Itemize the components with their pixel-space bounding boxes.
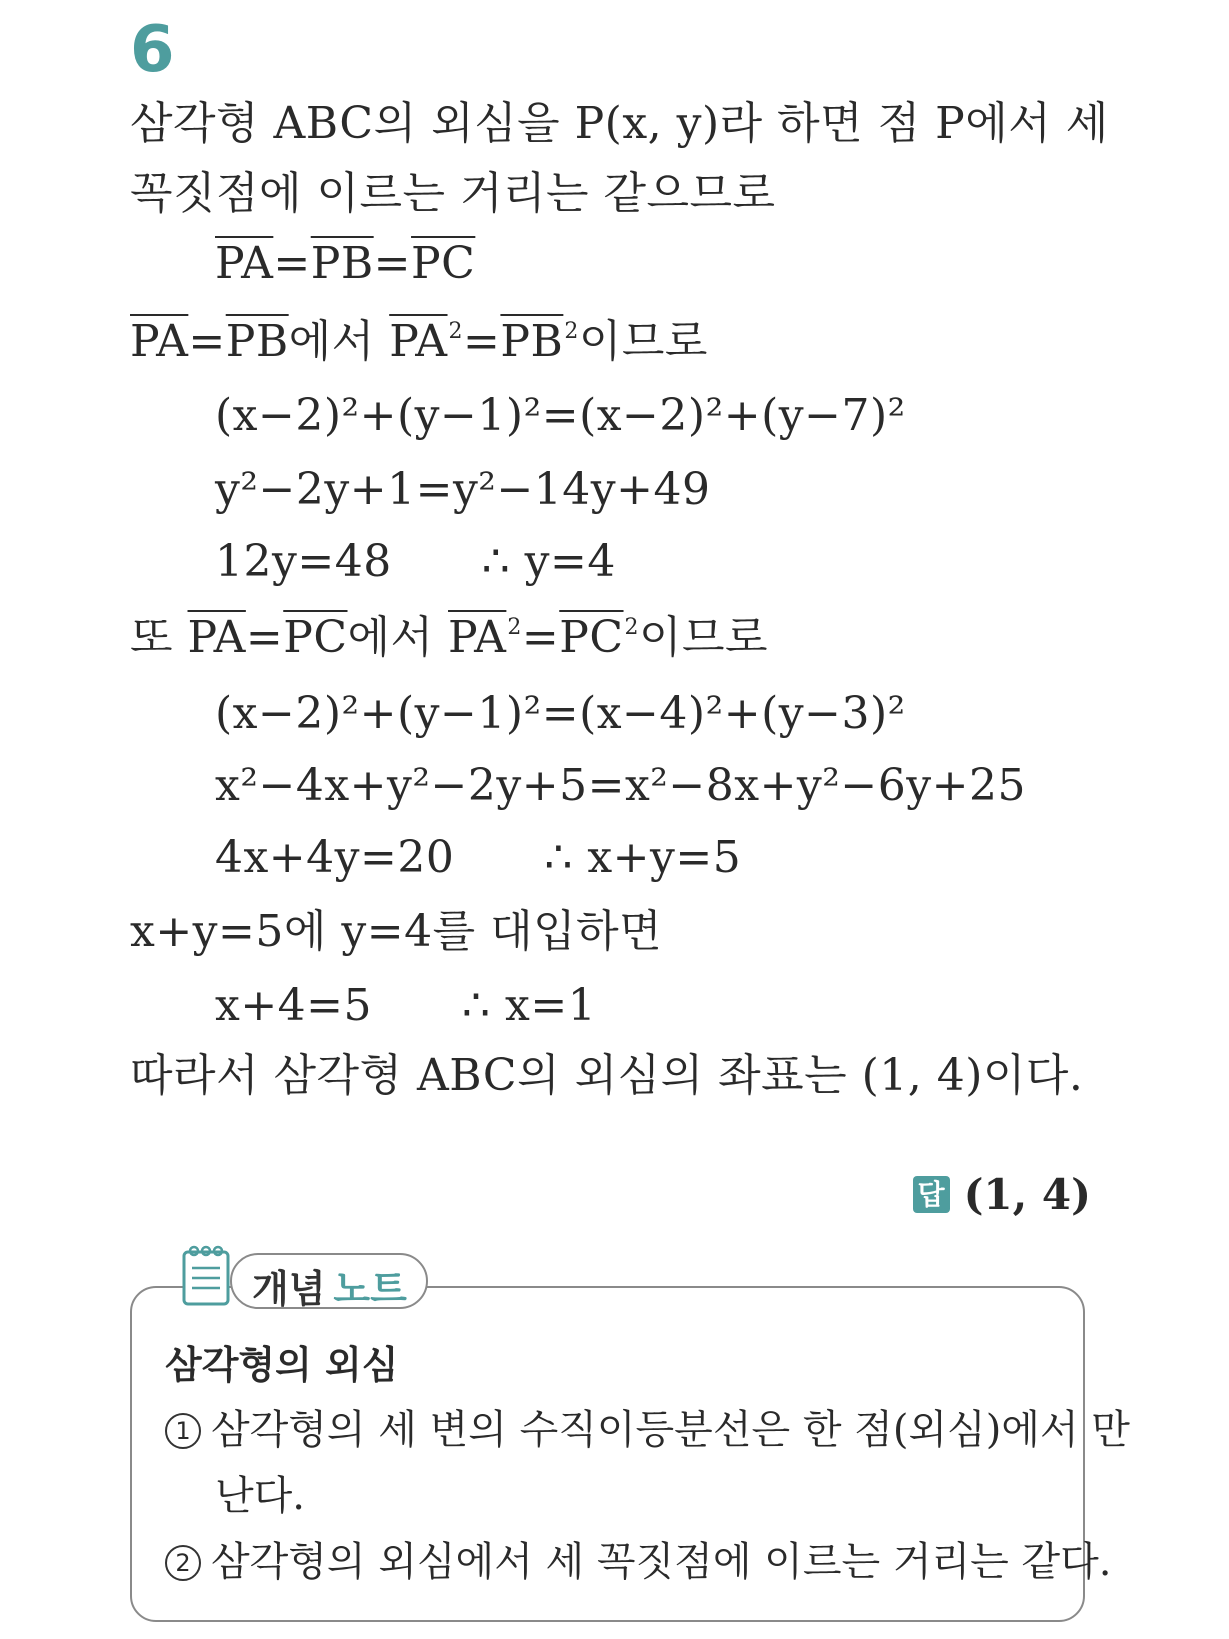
segment-pb: $\overline{PB}$ bbox=[225, 316, 289, 367]
equation: (x−2)²+(y−1)²=(x−4)²+(y−3)² bbox=[215, 688, 906, 739]
equals-sign: = bbox=[373, 238, 412, 289]
segment-pc-squared: $\overline{PC}$ bbox=[559, 612, 624, 663]
equals-sign: = bbox=[521, 612, 560, 663]
equals-sign: = bbox=[245, 612, 284, 663]
line-4 bbox=[130, 318, 708, 366]
note-item-2 bbox=[165, 1540, 1111, 1584]
segment-pa-squared: $\overline{PA}$ bbox=[448, 612, 507, 663]
note-title bbox=[252, 1258, 407, 1313]
segment-pb-squared: $\overline{PB}$ bbox=[500, 316, 564, 367]
line-5 bbox=[215, 392, 906, 440]
answer-value: (1, 4) bbox=[963, 1170, 1091, 1219]
note-item-1-text: 삼각형의 세 변의 수직이등분선은 한 점(외심)에서 만 bbox=[211, 1407, 1130, 1453]
line-7 bbox=[215, 538, 616, 586]
line-13 bbox=[215, 982, 596, 1030]
line-3 bbox=[215, 240, 475, 288]
line-9 bbox=[215, 690, 906, 738]
line-1-text: 삼각형 ABC의 외심을 P(x, y)라 하면 점 P에서 세 bbox=[130, 98, 1109, 149]
text: 또 bbox=[130, 612, 174, 663]
line-2-text: 꼭짓점에 이르는 거리는 같으므로 bbox=[130, 168, 776, 219]
segment-pa: $\overline{PA}$ bbox=[130, 316, 189, 367]
answer bbox=[913, 1170, 1092, 1219]
equation: 12y=48 bbox=[215, 536, 392, 587]
notepad-icon bbox=[180, 1242, 236, 1308]
answer-badge: 답 bbox=[913, 1176, 950, 1214]
equals-sign: = bbox=[273, 238, 311, 289]
note-item-1 bbox=[165, 1408, 1130, 1452]
note-item-1-text-cont: 난다. bbox=[215, 1473, 305, 1519]
note-item-2-text: 삼각형의 외심에서 세 꼭짓점에 이르는 거리는 같다. bbox=[211, 1539, 1112, 1585]
equation: x²−4x+y²−2y+5=x²−8x+y²−6y+25 bbox=[215, 760, 1027, 811]
equals-sign: = bbox=[463, 316, 501, 367]
exponent: 2 bbox=[624, 615, 640, 640]
line-1 bbox=[130, 100, 1109, 148]
segment-pa: $\overline{PA}$ bbox=[187, 612, 246, 663]
segment-pa-squared: $\overline{PA}$ bbox=[389, 316, 448, 367]
line-8 bbox=[130, 614, 768, 662]
circled-number: 2 bbox=[165, 1545, 201, 1581]
text: 에서 bbox=[347, 612, 434, 663]
equation: (x−2)²+(y−1)²=(x−2)²+(y−7)² bbox=[215, 390, 906, 441]
conclusion: ∴ y=4 bbox=[481, 536, 616, 587]
exponent: 2 bbox=[507, 615, 522, 640]
text: 에서 bbox=[288, 316, 375, 367]
problem-number: 6 bbox=[130, 13, 175, 87]
segment-pc: $\overline{PC}$ bbox=[411, 238, 476, 289]
text: 이므로 bbox=[578, 316, 708, 367]
note-title-part2: 노트 bbox=[333, 1267, 407, 1311]
exponent: 2 bbox=[448, 319, 464, 344]
text: x+y=5에 y=4를 대입하면 bbox=[130, 906, 663, 957]
segment-pc: $\overline{PC}$ bbox=[283, 612, 348, 663]
note-title-part1: 개념 bbox=[252, 1267, 326, 1311]
line-12 bbox=[130, 908, 662, 956]
equation: y²−2y+1=y²−14y+49 bbox=[215, 464, 711, 515]
note-item-1-cont bbox=[215, 1474, 305, 1518]
text: 이므로 bbox=[639, 612, 769, 663]
text: 따라서 삼각형 ABC의 외심의 좌표는 (1, 4)이다. bbox=[130, 1050, 1084, 1101]
equation: 4x+4y=20 bbox=[215, 832, 455, 883]
line-11 bbox=[215, 834, 741, 882]
circled-number: 1 bbox=[165, 1413, 201, 1449]
equation: x+4=5 bbox=[215, 980, 373, 1031]
line-14 bbox=[130, 1052, 1083, 1100]
equals-sign: = bbox=[188, 316, 226, 367]
note-heading: 삼각형의 외심 bbox=[165, 1343, 399, 1387]
conclusion: ∴ x+y=5 bbox=[544, 832, 742, 883]
exponent: 2 bbox=[564, 319, 579, 344]
segment-pa: $\overline{PA}$ bbox=[215, 238, 274, 289]
segment-pb: $\overline{PB}$ bbox=[310, 238, 374, 289]
line-6 bbox=[215, 466, 711, 514]
line-2 bbox=[130, 170, 776, 218]
conclusion: ∴ x=1 bbox=[462, 980, 597, 1031]
line-10 bbox=[215, 762, 1026, 810]
